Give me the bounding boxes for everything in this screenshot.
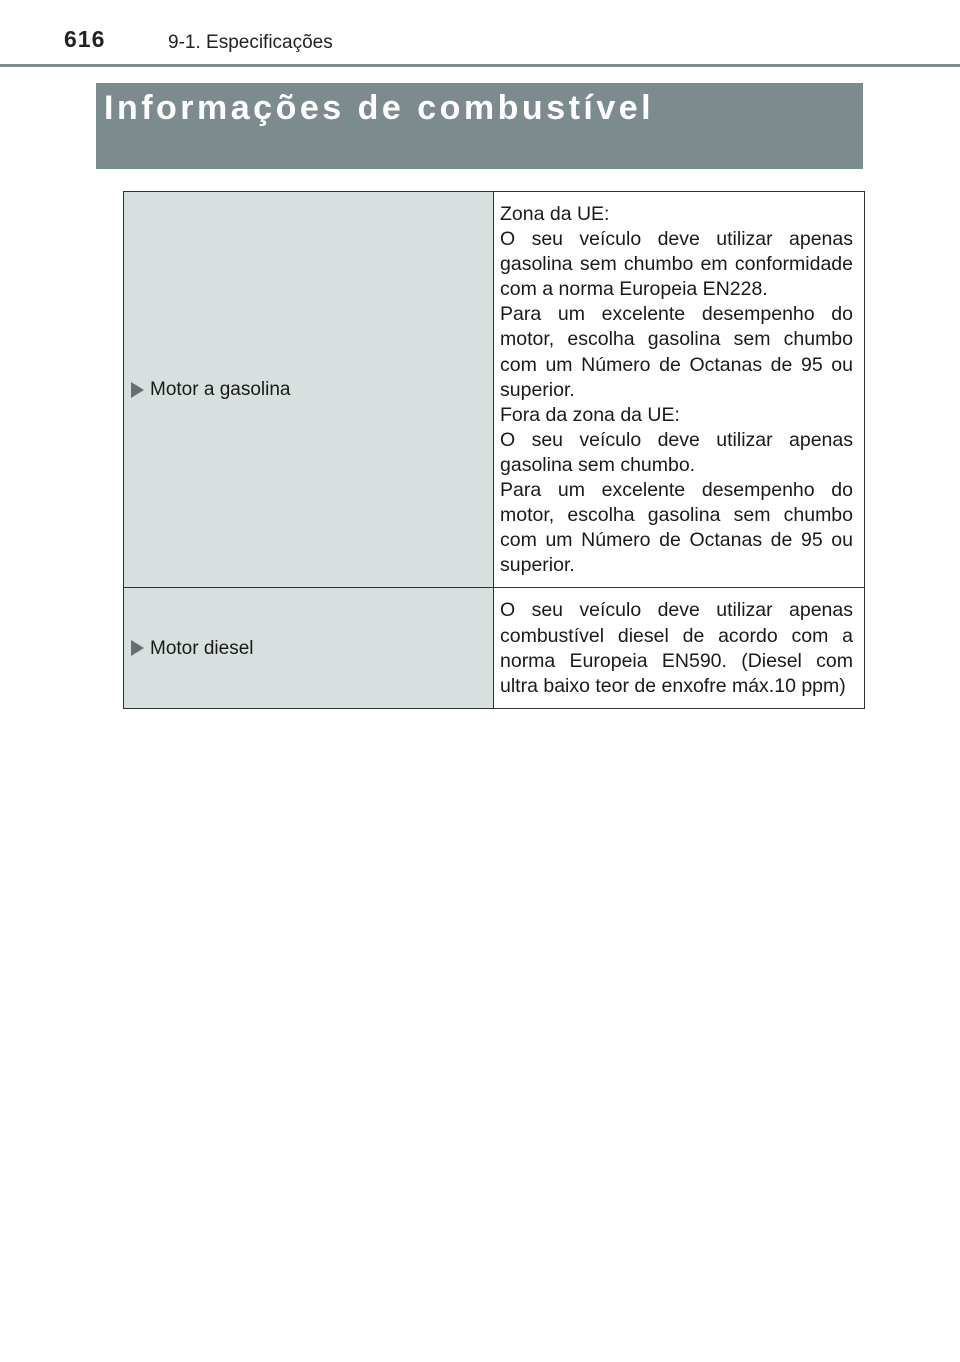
triangle-bullet-icon [131,382,144,398]
fuel-description-cell [494,588,865,708]
fuel-specification-table [123,191,865,709]
description-line: O seu veículo deve utilizar apenas gasolina sem chumbo. [500,428,853,476]
page-number: 616 [64,26,106,52]
table-row-petrol [124,192,865,588]
description-line: O seu veículo deve utilizar apenas gasolina sem chumbo em conformidade com a norma Europeia EN228. [500,228,853,301]
table-row-diesel [124,588,865,708]
header-rule [0,64,960,67]
page-title: Informações de combustível [104,89,655,127]
triangle-bullet-icon [131,640,144,656]
engine-type-label: Motor a gasolina [150,379,291,401]
engine-type-label: Motor diesel [150,637,254,659]
description-line: Zona da UE: [500,203,610,225]
section-label: 9-1. Especificações [168,32,333,53]
description-line: O seu veículo deve utilizar apenas combustível diesel de acordo com a norma Europeia EN590. (Diesel com ultra baixo teor de enxofre máx.10 ppm) [500,599,853,697]
description-line: Para um excelente desempenho do motor, escolha gasolina sem chumbo com um Número de Octanas de 95 ou superior. [500,303,853,401]
title-banner [96,83,863,169]
description-line: Fora da zona da UE: [500,403,680,426]
description-line: Para um excelente desempenho do motor, escolha gasolina sem chumbo com um Número de Octanas de 95 ou superior. [500,479,853,577]
engine-type-cell [124,192,494,588]
page-header [0,0,960,66]
fuel-description-cell [494,192,865,588]
engine-type-cell [124,588,494,708]
